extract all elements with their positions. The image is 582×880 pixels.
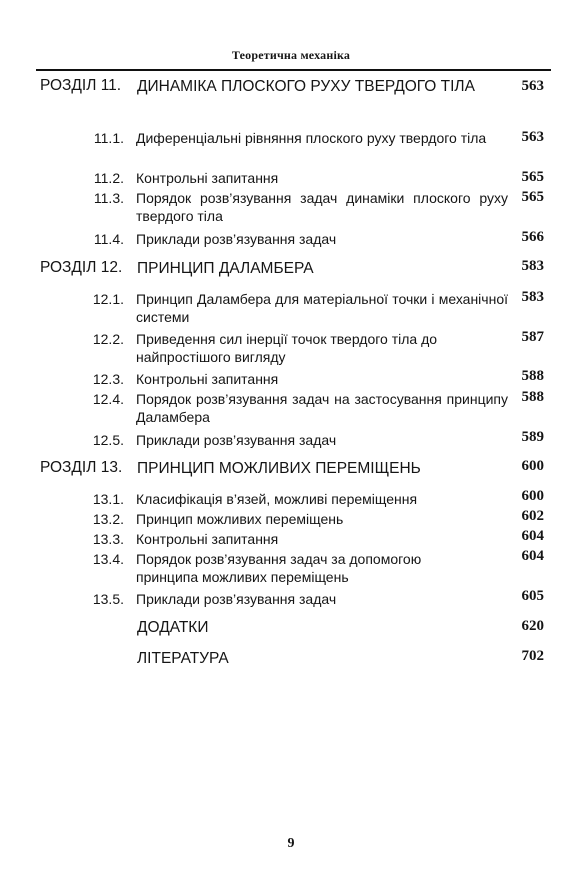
section-number: 13.3. bbox=[92, 531, 124, 547]
section-number: 13.1. bbox=[92, 491, 124, 507]
section-number: 12.5. bbox=[92, 432, 124, 448]
section-page: 604 bbox=[521, 548, 544, 564]
chapter-page: 563 bbox=[521, 78, 544, 94]
section-page: 589 bbox=[521, 429, 544, 445]
section-title: Порядок розв’язування задач за допомогою принципа можливих переміщень bbox=[136, 551, 422, 585]
section-number: 13.5. bbox=[92, 591, 124, 607]
chapter-label: РОЗДІЛ 11. bbox=[40, 77, 122, 94]
section-title: Принцип можливих переміщень bbox=[136, 511, 344, 527]
section-title: Контрольні запитання bbox=[136, 531, 279, 547]
references-title: ЛІТЕРАТУРА bbox=[137, 650, 229, 667]
section-title: Приклади розв’язування задач bbox=[136, 591, 337, 607]
references-page: 702 bbox=[521, 648, 544, 664]
section-number: 12.3. bbox=[92, 371, 124, 387]
section-page: 604 bbox=[521, 528, 544, 544]
section-page: 605 bbox=[521, 588, 544, 604]
section-number: 11.3. bbox=[93, 190, 124, 206]
chapter-label: РОЗДІЛ 12. bbox=[40, 259, 123, 276]
chapter-page: 583 bbox=[521, 258, 544, 274]
section-number: 13.2. bbox=[92, 511, 124, 527]
section-title: Приклади розв’язування задач bbox=[136, 231, 337, 247]
section-number: 11.2. bbox=[93, 170, 124, 186]
chapter-title: ПРИНЦИП МОЖЛИВИХ ПЕРЕМІЩЕНЬ bbox=[137, 460, 421, 477]
page-number: 9 bbox=[287, 836, 295, 851]
section-page: 602 bbox=[521, 508, 544, 524]
section-title: Контрольні запитання bbox=[136, 371, 279, 387]
appendices-title: ДОДАТКИ bbox=[137, 619, 209, 636]
chapter-page: 600 bbox=[521, 458, 544, 474]
section-number: 12.1. bbox=[92, 291, 124, 307]
section-title: Контрольні запитання bbox=[136, 170, 279, 186]
chapter-title: ПРИНЦИП ДАЛАМБЕРА bbox=[137, 260, 314, 277]
section-title: Класифікація в’язей, можливі переміщення bbox=[136, 491, 418, 507]
section-page: 588 bbox=[521, 368, 544, 384]
section-page: 566 bbox=[521, 229, 544, 245]
section-page: 600 bbox=[521, 488, 544, 504]
section-number: 11.4. bbox=[93, 231, 124, 247]
section-page: 587 bbox=[521, 329, 544, 345]
chapter-title: ДИНАМІКА ПЛОСКОГО РУХУ ТВЕРДОГО ТІЛА bbox=[137, 78, 475, 95]
section-title: Диференціальні рівняння плоского руху твердого тіла bbox=[136, 130, 487, 146]
section-page: 565 bbox=[521, 189, 544, 205]
section-title: Порядок розв’язування задач на застосування принципу Даламбера bbox=[136, 391, 508, 425]
section-title: Приведення сил інерції точок твердого тіла до найпростішого вигляду bbox=[136, 331, 438, 365]
section-number: 12.2. bbox=[92, 331, 124, 347]
section-page: 565 bbox=[521, 169, 544, 185]
section-number: 13.4. bbox=[92, 551, 124, 567]
section-title: Порядок розв’язування задач динаміки плоского руху твердого тіла bbox=[136, 190, 508, 224]
appendices-page: 620 bbox=[521, 618, 544, 634]
section-number: 11.1. bbox=[93, 130, 124, 146]
page-header: Теоретична механіка bbox=[231, 48, 351, 62]
section-number: 12.4. bbox=[92, 391, 124, 407]
section-title: Приклади розв’язування задач bbox=[136, 432, 337, 448]
section-page: 563 bbox=[521, 129, 544, 145]
chapter-label: РОЗДІЛ 13. bbox=[40, 459, 123, 476]
section-title: Принцип Даламбера для матеріальної точки і механічної системи bbox=[136, 291, 508, 325]
section-page: 588 bbox=[521, 389, 544, 405]
section-page: 583 bbox=[521, 289, 544, 305]
